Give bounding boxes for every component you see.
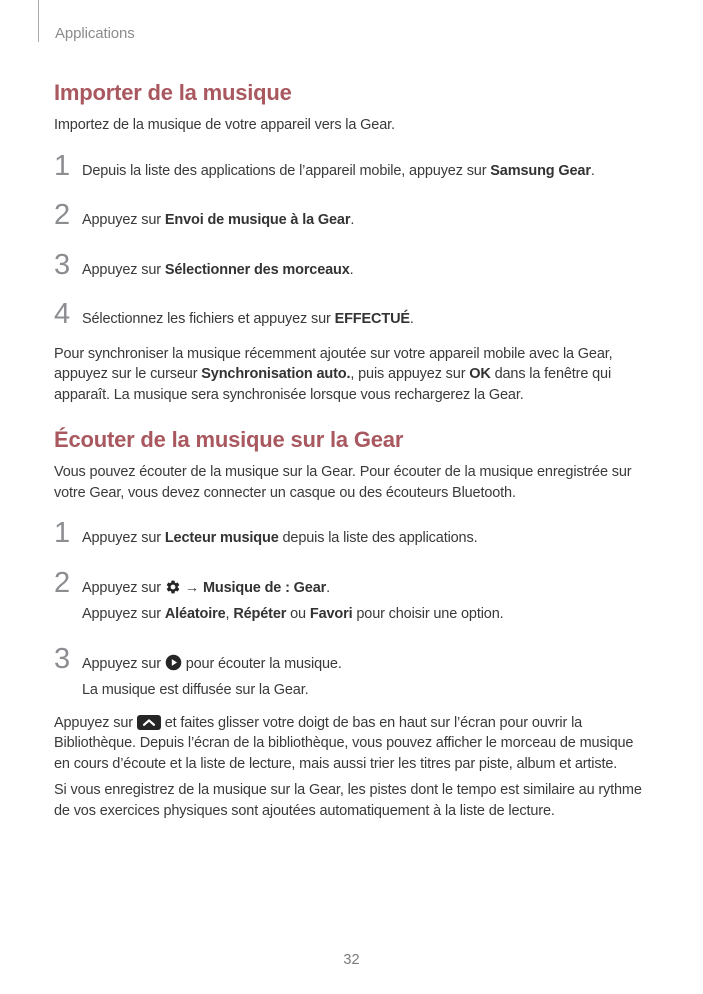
settings-gear-icon <box>165 579 181 595</box>
text-segment: → <box>180 579 203 596</box>
bold-text-segment: Favori <box>309 606 353 622</box>
running-head: Applications <box>55 25 135 42</box>
step-text <box>82 309 652 330</box>
step-number: 2 <box>54 199 71 231</box>
bold-text-segment: Envoi de musique à la Gear <box>164 212 351 228</box>
tempo-paragraph <box>54 780 652 821</box>
text-segment: Appuyez sur <box>82 530 165 546</box>
section-intro: Importez de la musique de votre appareil vers la Gear. <box>54 117 395 133</box>
text-segment: pour écouter la musique. <box>181 655 342 672</box>
bold-text-segment: Synchronisation auto. <box>201 366 351 382</box>
text-segment: dans la fenêtre qui apparaît. La musique sera synchronisée lorsque vous rechargerez la Gear. <box>54 366 612 403</box>
bold-text-segment: Aléatoire <box>164 606 226 622</box>
text-segment: . <box>349 261 354 278</box>
step-sub-text <box>82 680 652 701</box>
section-title-importer: Importer de la musique <box>54 80 292 105</box>
text-segment: Appuyez sur <box>82 606 165 622</box>
text-segment: pour choisir une option. <box>352 606 504 622</box>
text-segment: Appuyez sur <box>82 212 165 228</box>
play-icon <box>165 654 182 671</box>
section-title-ecouter: Écouter de la musique sur la Gear <box>54 427 404 452</box>
step-row <box>54 642 652 675</box>
text-segment: . <box>350 212 355 228</box>
text-segment: , puis appuyez sur <box>350 366 470 382</box>
step-row <box>54 566 652 599</box>
step-number: 1 <box>54 517 71 549</box>
text-segment: Si vous enregistrez de la musique sur la Gear, les pistes dont le tempo est similaire au rythme de vos exercices physiques sont ajoutées automatiquement à la liste de lecture. <box>54 782 642 819</box>
bold-text-segment: Lecteur musique <box>164 530 279 546</box>
text-segment: Appuyez sur <box>82 579 165 596</box>
step-row <box>54 149 652 182</box>
text-segment: . <box>409 311 414 327</box>
step-sub-text <box>82 604 652 625</box>
bold-text-segment: EFFECTUÉ <box>334 311 410 327</box>
text-segment: , <box>225 606 234 622</box>
step-number: 2 <box>54 566 71 599</box>
bold-text-segment: Musique de : Gear <box>202 579 327 596</box>
bold-text-segment: OK <box>469 366 491 382</box>
step-number: 3 <box>54 642 71 675</box>
text-segment: Sélectionnez les fichiers et appuyez sur <box>82 311 335 327</box>
step-text <box>82 528 652 549</box>
step-text <box>82 654 652 675</box>
page-content <box>54 0 652 821</box>
step-row <box>54 201 652 231</box>
text-segment: La musique est diffusée sur la Gear. <box>82 682 309 698</box>
text-segment: et faites glisser votre doigt de bas en haut sur l’écran pour ouvrir la Bibliothèque. Depuis l’écran de la bibliothèque, vous pouvez afficher le morceau de musique en cours d’écoute et la liste de lecture, mais aussi trier les titres par piste, album et artiste. <box>54 714 634 772</box>
header-rule <box>38 0 39 42</box>
text-segment: ou <box>286 606 310 622</box>
text-segment: depuis la liste des applications. <box>278 530 478 546</box>
text-segment: . <box>326 579 330 596</box>
step-text <box>82 161 652 182</box>
step-text <box>82 578 652 599</box>
step-row <box>54 300 652 330</box>
library-paragraph <box>54 713 652 775</box>
bold-text-segment: Sélectionner des morceaux <box>164 261 350 278</box>
step-row <box>54 519 652 549</box>
text-segment: Pour synchroniser la musique récemment ajoutée sur votre appareil mobile avec la Gear, appuyez sur le curseur <box>54 345 613 382</box>
bold-text-segment: Samsung Gear <box>490 162 591 179</box>
text-segment: Appuyez sur <box>82 261 165 278</box>
section-outro <box>54 344 652 406</box>
step-text <box>82 260 652 281</box>
step-text <box>82 210 652 231</box>
step-row <box>54 248 652 281</box>
text-segment: Appuyez sur <box>54 714 137 731</box>
bold-text-segment: Répéter <box>233 606 287 622</box>
text-segment: . <box>590 162 595 179</box>
text-segment: Depuis la liste des applications de l’appareil mobile, appuyez sur <box>82 162 491 179</box>
section-intro: Vous pouvez écouter de la musique sur la Gear. Pour écouter de la musique enregistrée sur votre Gear, vous devez connecter un casque ou des écouteurs Bluetooth. <box>54 464 632 501</box>
text-segment: Appuyez sur <box>82 655 165 672</box>
page-number: 32 <box>343 952 360 968</box>
step-number: 3 <box>54 248 71 281</box>
step-number: 4 <box>54 298 71 330</box>
chevron-up-icon <box>137 715 161 730</box>
step-number: 1 <box>54 149 71 182</box>
